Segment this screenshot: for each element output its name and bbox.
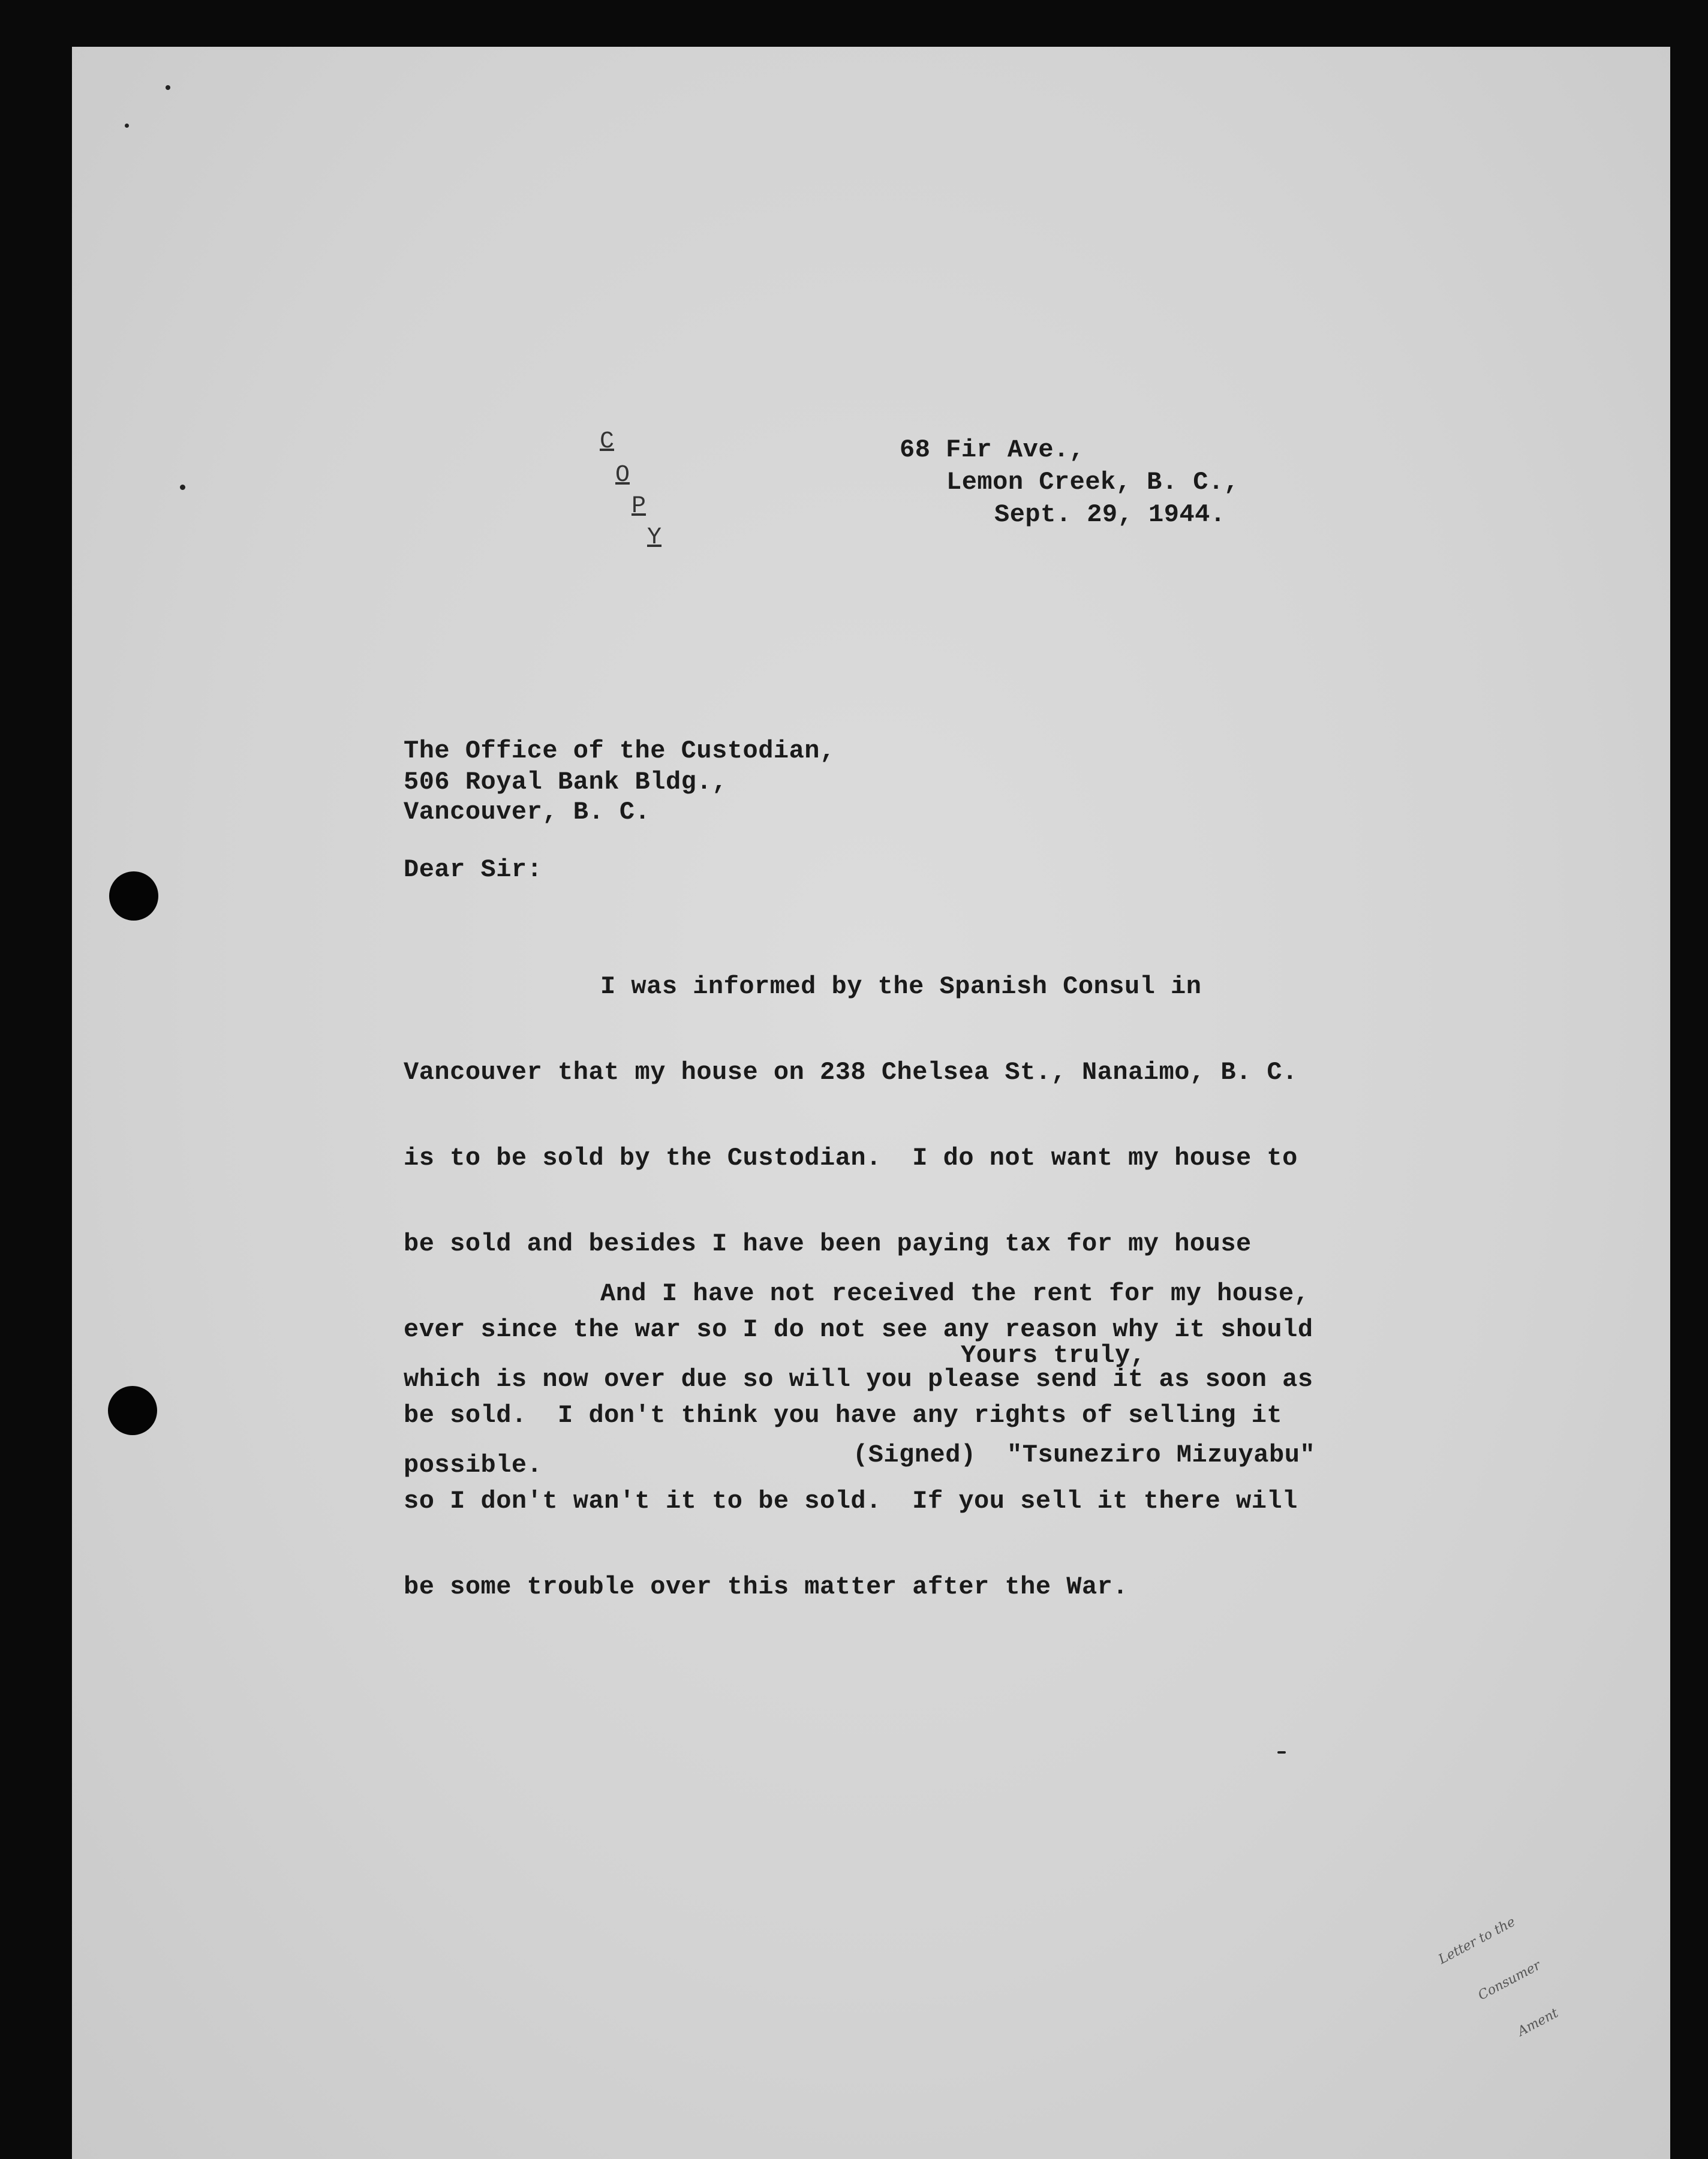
signature-line: (Signed) "Tsuneziro Mizuyabu": [853, 1441, 1316, 1469]
paper-speck: [1277, 1751, 1286, 1754]
copy-stamp-letter: C: [600, 428, 615, 455]
paragraph-line: be sold and besides I have been paying tax for my house: [404, 1229, 1252, 1258]
copy-stamp-letter: O: [615, 462, 630, 489]
paper-speck: [125, 124, 129, 128]
paragraph-line: And I have not received the rent for my house,: [600, 1279, 1310, 1308]
copy-stamp-letter: P: [632, 493, 646, 520]
paragraph-2: [404, 1222, 1435, 1537]
sender-address-line2: Lemon Creek, B. C.,: [946, 468, 1240, 497]
punch-hole-bottom: [108, 1386, 157, 1435]
handwritten-note-line: Letter to the: [1436, 1914, 1518, 1968]
paragraph-line: be sold. I don't think you have any rights of selling it: [404, 1401, 1283, 1430]
paragraph-line: Vancouver that my house on 238 Chelsea St., Nanaimo, B. C.: [404, 1058, 1298, 1087]
paragraph-line: I was informed by the Spanish Consul in: [600, 972, 1202, 1001]
paragraph-line: is to be sold by the Custodian. I do not want my house to: [404, 1144, 1298, 1172]
letter-date: Sept. 29, 1944.: [994, 500, 1226, 529]
recipient-line2: 506 Royal Bank Bldg.,: [404, 768, 727, 796]
handwritten-note: [1420, 1883, 1583, 2087]
paragraph-line: which is now over due so will you please send it as soon as: [404, 1365, 1313, 1394]
punch-hole-top: [109, 871, 158, 921]
handwritten-note-line: Ament: [1515, 2005, 1561, 2040]
paragraph-line: possible.: [404, 1451, 543, 1480]
handwritten-note-line: Consumer: [1475, 1957, 1544, 2004]
paper-speck: [166, 85, 170, 90]
letter-page: [72, 47, 1670, 2159]
closing: Yours truly,: [961, 1341, 1146, 1370]
paragraph-line: so I don't wan't it to be sold. If you sell it there will: [404, 1487, 1298, 1515]
copy-stamp-letter: Y: [647, 524, 662, 551]
recipient-line3: Vancouver, B. C.: [404, 798, 651, 826]
recipient-line1: The Office of the Custodian,: [404, 736, 835, 765]
paragraph-line: ever since the war so I do not see any reason why it should: [404, 1315, 1313, 1344]
paragraph-line: be some trouble over this matter after the War.: [404, 1572, 1129, 1601]
salutation: Dear Sir:: [404, 855, 543, 884]
sender-address-line1: 68 Fir Ave.,: [900, 435, 1085, 464]
paper-speck: [180, 485, 185, 490]
